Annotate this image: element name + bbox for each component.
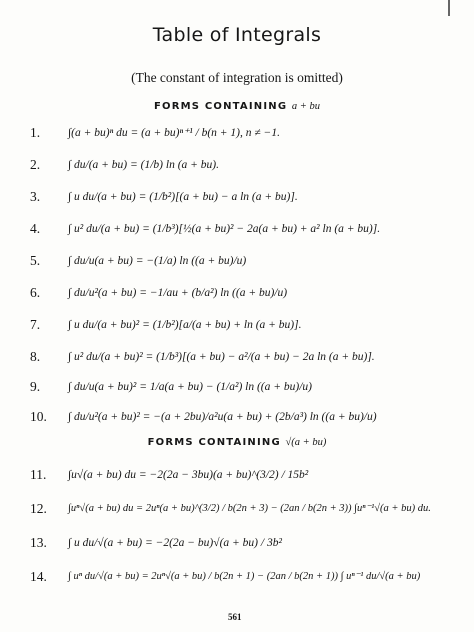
formula-expression: ∫ du/(a + bu) = (1/b) ln (a + bu). [68, 159, 219, 171]
formula-number: 10. [30, 409, 47, 424]
page-number: 561 [228, 612, 242, 622]
formula-number: 7. [30, 317, 41, 332]
formula-expression: ∫ u du/(a + bu)² = (1/b²)[a/(a + bu) + ln (a + bu)]. [68, 319, 302, 331]
formula-number: 3. [30, 189, 41, 204]
formula-number: 5. [30, 253, 41, 268]
formula-number: 4. [30, 221, 41, 236]
formula-expression: ∫ u du/√(a + bu) = −2(2a − bu)√(a + bu) / 3b² [68, 537, 282, 549]
formula-expression: ∫ uⁿ du/√(a + bu) = 2uⁿ√(a + bu) / b(2n + 1) − (2an / b(2n + 1)) ∫ uⁿ⁻¹ du/√(a + bu) [68, 571, 421, 582]
section-heading-expr: √(a + bu) [285, 437, 327, 448]
page-subtitle: (The constant of integration is omitted) [131, 70, 343, 85]
formula-expression: ∫u√(a + bu) du = −2(2a − 3bu)(a + bu)^(3/2) / 15b² [68, 469, 309, 481]
page-title: Table of Integrals [152, 24, 322, 46]
formula-number: 14. [30, 569, 47, 584]
section-heading-sqrt-a-plus-bu [0, 437, 474, 448]
formula-expression: ∫ du/u(a + bu)² = 1/a(a + bu) − (1/a²) ln ((a + bu)/u) [68, 381, 312, 393]
formula-expression: ∫ u² du/(a + bu) = (1/b³)[½(a + bu)² − 2a(a + bu) + a² ln (a + bu)]. [68, 223, 381, 235]
formula-number: 11. [30, 467, 47, 482]
section-heading-expr: a + bu [291, 101, 321, 112]
formula-number: 6. [30, 285, 41, 300]
formula-expression: ∫ du/u²(a + bu) = −1/au + (b/a²) ln ((a + bu)/u) [68, 287, 288, 299]
formula-number: 1. [30, 125, 41, 140]
formula-number: 9. [30, 379, 41, 394]
formula-number: 2. [30, 157, 41, 172]
formula-expression: ∫uⁿ√(a + bu) du = 2uⁿ(a + bu)^(3/2) / b(2n + 3) − (2an / b(2n + 3)) ∫uⁿ⁻¹√(a + bu) du. [68, 503, 431, 514]
formula-expression: ∫(a + bu)ⁿ du = (a + bu)ⁿ⁺¹ / b(n + 1), n ≠ −1. [68, 127, 280, 139]
formula-number: 13. [30, 535, 47, 550]
formula-expression: ∫ du/u²(a + bu)² = −(a + 2bu)/a²u(a + bu) + (2b/a³) ln ((a + bu)/u) [68, 411, 377, 423]
formula-number: 12. [30, 501, 47, 516]
formula-expression: ∫ du/u(a + bu) = −(1/a) ln ((a + bu)/u) [68, 255, 247, 267]
formula-expression: ∫ u du/(a + bu) = (1/b²)[(a + bu) − a ln (a + bu)]. [68, 191, 298, 203]
section-heading-words: FORMS CONTAINING [153, 101, 288, 112]
formula-number: 8. [30, 349, 41, 364]
section-heading-a-plus-bu [0, 101, 474, 112]
section-heading-words: FORMS CONTAINING [147, 437, 281, 448]
formula-expression: ∫ u² du/(a + bu)² = (1/b³)[(a + bu) − a²/(a + bu) − 2a ln (a + bu)]. [68, 351, 375, 363]
scan-mark [448, 0, 450, 16]
